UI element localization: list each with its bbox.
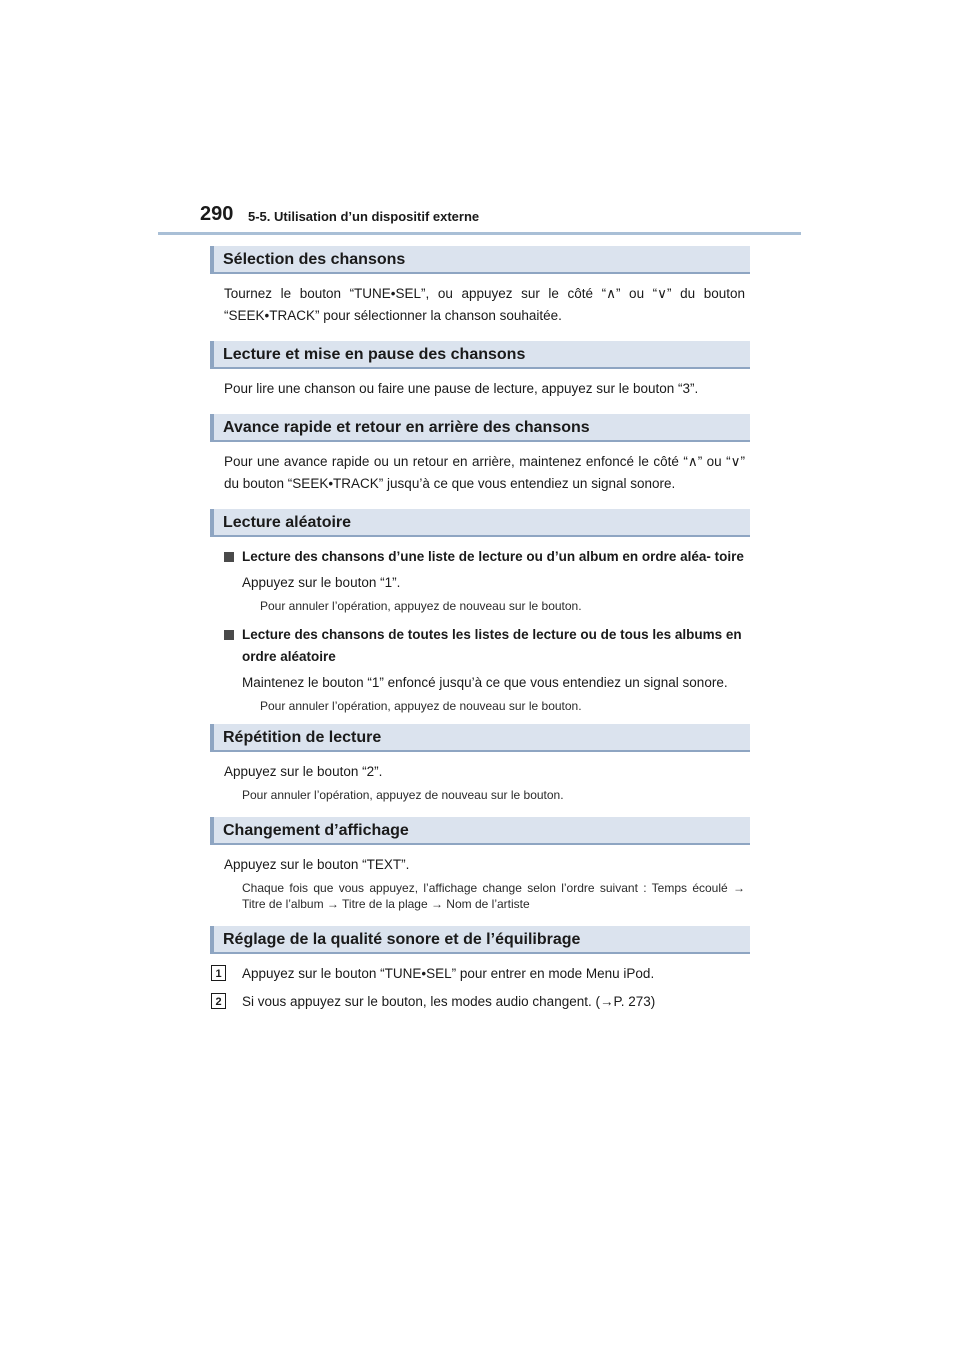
section-title-fast-forward: Avance rapide et retour en arrière des chansons <box>210 414 750 442</box>
bullet-square-icon <box>224 552 234 562</box>
step-item <box>215 963 745 985</box>
random-sub1-text: Appuyez sur le bouton “1”. <box>242 575 401 590</box>
display-note: Chaque fois que vous appuyez, l’affichage change selon l’ordre suivant : Temps écoulé → Titre de l’album → Titre de la plage → Nom de l’artiste <box>242 881 745 911</box>
section-title-sound-quality: Réglage de la qualité sonore et de l’équilibrage <box>210 926 750 954</box>
header-divider <box>158 232 801 235</box>
step-text: Si vous appuyez sur le bouton, les modes audio changent. (→P. 273) <box>242 994 656 1009</box>
section-text-display: Appuyez sur le bouton “TEXT”. <box>224 857 410 872</box>
section-title-display: Changement d’affichage <box>210 817 750 845</box>
random-sub2-heading <box>224 624 745 668</box>
section-text-selection: Tournez le bouton “TUNE•SEL”, ou appuyez sur le côté “∧” ou “∨” du bouton “SEEK•TRACK” pour sélectionner la chanson souhaitée. <box>224 286 745 323</box>
step-number-badge: 2 <box>211 993 226 1009</box>
bullet-square-icon <box>224 630 234 640</box>
random-sub2-heading-text: Lecture des chansons de toutes les listes de lecture ou de tous les albums en ordre aléatoire <box>242 627 742 664</box>
random-sub2-note: Pour annuler l’opération, appuyez de nouveau sur le bouton. <box>260 699 582 713</box>
random-sub1-note: Pour annuler l’opération, appuyez de nouveau sur le bouton. <box>260 599 582 613</box>
page-header <box>200 203 800 231</box>
section-text-fast-forward: Pour une avance rapide ou un retour en arrière, maintenez enfoncé le côté “∧” ou “∨” du bouton “SEEK•TRACK” jusqu’à ce que vous entendiez un signal sonore. <box>224 454 745 491</box>
chapter-title: 5-5. Utilisation d’un dispositif externe <box>248 209 480 224</box>
section-title-repeat: Répétition de lecture <box>210 724 750 752</box>
step-item <box>215 991 745 1013</box>
random-sub2-text: Maintenez le bouton “1” enfoncé jusqu’à ce que vous entendiez un signal sonore. <box>242 675 728 690</box>
section-title-play-pause: Lecture et mise en pause des chansons <box>210 341 750 369</box>
random-sub1-heading-text: Lecture des chansons d’une liste de lecture ou d’un album en ordre aléa- toire <box>242 549 744 564</box>
step-number-badge: 1 <box>211 965 226 981</box>
section-title-random: Lecture aléatoire <box>210 509 750 537</box>
section-title-selection: Sélection des chansons <box>210 246 750 274</box>
page-content <box>210 246 750 1019</box>
section-text-repeat: Appuyez sur le bouton “2”. <box>224 764 383 779</box>
section-text-play-pause: Pour lire une chanson ou faire une pause de lecture, appuyez sur le bouton “3”. <box>224 381 699 396</box>
page-number: 290 <box>200 203 234 225</box>
random-sub1-heading <box>224 546 745 568</box>
step-text: Appuyez sur le bouton “TUNE•SEL” pour entrer en mode Menu iPod. <box>242 966 655 981</box>
repeat-note: Pour annuler l’opération, appuyez de nouveau sur le bouton. <box>242 788 564 802</box>
